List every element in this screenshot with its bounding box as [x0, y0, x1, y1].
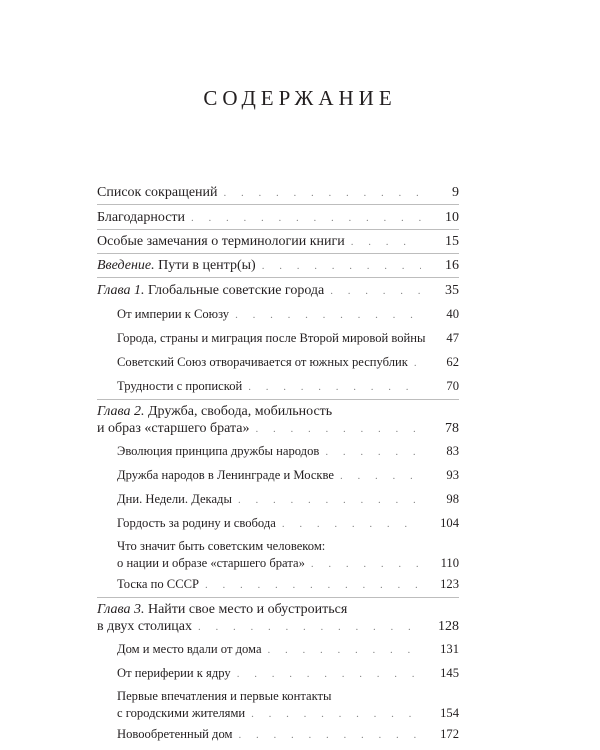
toc-entry-page: 10: [445, 210, 459, 225]
toc-entry-page: 104: [440, 516, 459, 530]
dot-leader: [198, 619, 421, 636]
toc-entry-title: Гордость за родину и свобода: [117, 516, 276, 530]
toc-entry-page: 172: [440, 727, 459, 741]
toc-section[interactable]: [117, 538, 459, 573]
toc-entry-title: Список сокращений: [97, 185, 218, 200]
toc-entry-title: Что значит быть советским человеком:: [117, 539, 326, 553]
divider: [97, 399, 459, 400]
toc-entry-acknowledgements[interactable]: [97, 209, 459, 227]
toc-entry-chapter-3[interactable]: [97, 601, 459, 636]
toc-section[interactable]: [117, 467, 459, 485]
dot-leader: [235, 307, 421, 324]
toc-entry-title: Особые замечания о терминологии книги: [97, 234, 345, 249]
toc-entry-page: 93: [446, 468, 459, 482]
divider: [97, 597, 459, 598]
dot-leader: [330, 283, 421, 300]
toc-section[interactable]: [117, 665, 459, 683]
dot-leader: [191, 210, 421, 227]
toc-entry-chapter-2[interactable]: [97, 403, 459, 438]
toc-entry-title: Трудности с пропиской: [117, 379, 243, 393]
toc-entry-title: От периферии к ядру: [117, 666, 231, 680]
toc-entry-title: Города, страны и миграция после Второй мировой войны: [117, 331, 426, 345]
toc-entry-page: 110: [440, 556, 459, 570]
toc-entry-title: в двух столицах: [97, 619, 193, 634]
dot-leader: [205, 577, 421, 594]
toc-entry-title: Советский Союз отворачивается от южных республик: [117, 355, 408, 369]
toc-entry-page: 154: [440, 706, 459, 720]
toc-entry-terminology[interactable]: [97, 233, 459, 251]
dot-leader: [262, 258, 421, 275]
toc-entry-title: Глобальные советские города: [147, 283, 325, 298]
dot-leader: [268, 642, 421, 659]
dot-leader: [282, 516, 421, 533]
toc-entry-title: Новообретенный дом: [117, 727, 233, 741]
toc-entry-page: 83: [446, 444, 459, 458]
toc-entry-page: 62: [446, 355, 459, 369]
dot-leader: [251, 706, 421, 723]
toc-section[interactable]: [117, 641, 459, 659]
toc-section[interactable]: [117, 443, 459, 461]
toc-entry-page: 40: [446, 307, 459, 321]
dot-leader: [224, 185, 421, 202]
dot-leader: [311, 556, 421, 573]
dot-leader: [414, 355, 421, 372]
toc-entry-title: Дом и место вдали от дома: [117, 642, 262, 656]
toc-entry-introduction[interactable]: [97, 257, 459, 275]
dot-leader: [255, 421, 421, 438]
dot-leader: [239, 727, 422, 744]
toc-entry-title: Дни. Недели. Декады: [117, 492, 232, 506]
dot-leader: [238, 492, 421, 509]
toc-section[interactable]: [117, 688, 459, 723]
toc-entry-title: Тоска по СССР: [117, 577, 200, 591]
toc-entry-title: От империи к Союзу: [117, 307, 230, 321]
toc-entry-abbreviations[interactable]: [97, 184, 459, 202]
toc-entry-prefix: Глава 3.: [97, 602, 145, 617]
divider: [97, 204, 459, 205]
dot-leader: [248, 379, 421, 396]
toc-entry-title: Первые впечатления и первые контакты: [117, 689, 332, 703]
divider: [97, 229, 459, 230]
toc-section[interactable]: [117, 306, 459, 324]
dot-leader: [237, 666, 421, 683]
toc-entry-page: 78: [445, 421, 459, 436]
divider: [97, 253, 459, 254]
toc-entry-title: Найти свое место и обустроиться: [147, 602, 348, 617]
toc-section[interactable]: [117, 726, 459, 744]
page-title: СОДЕРЖАНИЕ: [203, 86, 397, 110]
toc-entry-title: о нации и образе «старшего брата»: [117, 556, 305, 570]
toc-entry-page: 15: [445, 234, 459, 249]
toc-entry-chapter-1[interactable]: [97, 282, 459, 300]
toc-entry-prefix: Введение.: [97, 258, 155, 273]
toc-section[interactable]: [117, 378, 459, 396]
dot-leader: [325, 444, 421, 461]
toc-entry-page: 16: [445, 258, 459, 273]
toc-entry-page: 70: [446, 379, 459, 393]
dot-leader: [340, 468, 421, 485]
toc-section[interactable]: [117, 354, 459, 372]
toc-entry-title: Пути в центр(ы): [158, 258, 256, 273]
toc-entry-page: 9: [452, 185, 459, 200]
toc-entry-title: и образ «старшего брата»: [97, 421, 250, 436]
toc-entry-page: 128: [438, 619, 459, 634]
toc-entry-page: 98: [446, 492, 459, 506]
divider: [97, 277, 459, 278]
toc-entry-prefix: Глава 1.: [97, 283, 145, 298]
toc-entry-prefix: Глава 2.: [97, 404, 145, 419]
dot-leader: [351, 234, 421, 251]
toc-entry-page: 131: [440, 642, 459, 656]
toc-section[interactable]: [117, 491, 459, 509]
toc-entry-page: 123: [440, 577, 459, 591]
toc-entry-page: 47: [446, 331, 459, 345]
toc-entry-title: с городскими жителями: [117, 706, 246, 720]
toc-section[interactable]: [117, 330, 459, 348]
toc-section[interactable]: [117, 515, 459, 533]
toc-section[interactable]: [117, 576, 459, 594]
toc-entry-page: 35: [445, 283, 459, 298]
toc-entry-page: 145: [440, 666, 459, 680]
toc-entry-title: Дружба, свобода, мобильность: [147, 404, 333, 419]
toc-entry-title: Эволюция принципа дружбы народов: [117, 444, 320, 458]
toc-entry-title: Благодарности: [97, 210, 186, 225]
toc-entry-title: Дружба народов в Ленинграде и Москве: [117, 468, 335, 482]
